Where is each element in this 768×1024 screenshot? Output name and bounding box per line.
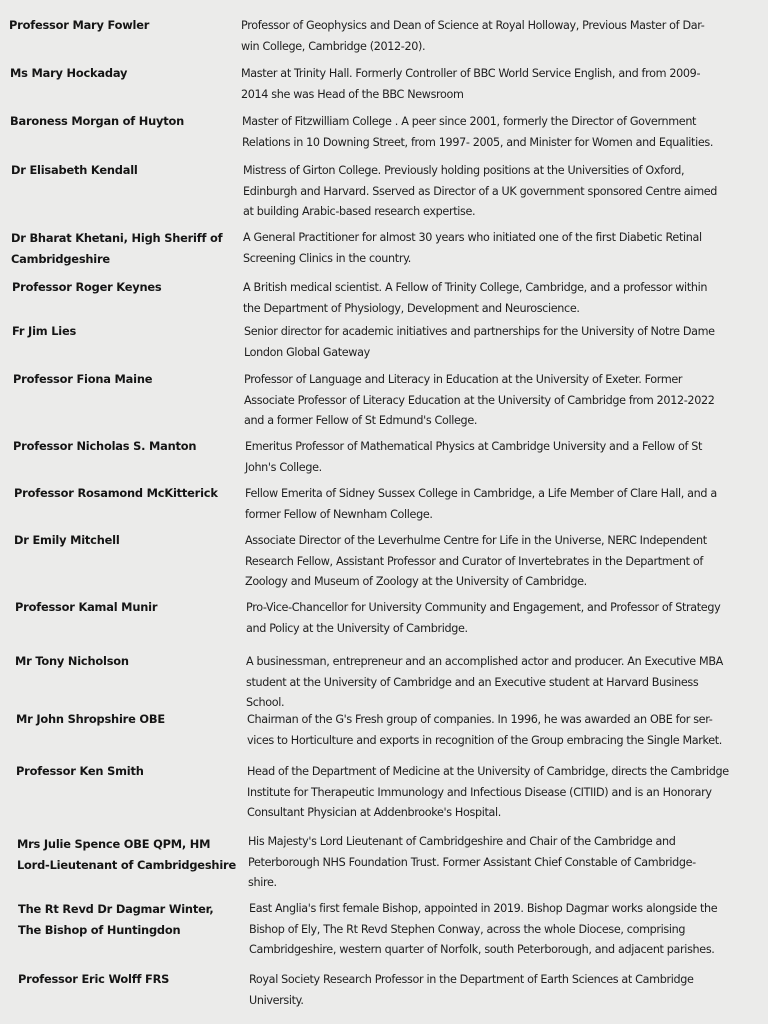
description-line: student at the University of Cambridge and an Executive student at Harvard Business [246, 675, 699, 689]
description-line: Consultant Physician at Addenbrooke's Hospital. [247, 806, 501, 819]
description-line: vices to Horticulture and exports in recognition of the Group embracing the Single Market. [247, 733, 723, 747]
description-line: the Department of Physiology, Development and Neuroscience. [243, 301, 580, 315]
member-description [241, 16, 741, 57]
description-line: Chairman of the G's Fresh group of companies. In 1996, he was awarded an OBE for ser- [247, 713, 713, 726]
description-line: Professor of Geophysics and Dean of Science at Royal Holloway, Previous Master of Dar- [241, 19, 705, 32]
member-name: Professor Ken Smith [16, 764, 144, 778]
member-description [248, 832, 748, 894]
description-line: Institute for Therapeutic Immunology and Infectious Disease (CITIID) and is an Honorary [247, 785, 712, 799]
description-line: Senior director for academic initiatives and partnerships for the University of Notre Dame [244, 325, 715, 338]
description-line: Edinburgh and Harvard. Sserved as Director of a UK government sponsored Centre aimed [243, 184, 718, 198]
description-line: University. [249, 993, 304, 1007]
description-line: and Policy at the University of Cambridge. [246, 621, 468, 635]
description-line: Professor of Language and Literacy in Education at the University of Exeter. Former [244, 373, 683, 386]
member-name: Professor Eric Wolff FRS [18, 972, 170, 986]
member-name: Baroness Morgan of Huyton [10, 114, 185, 128]
description-line: Bishop of Ely, The Rt Revd Stephen Conway, across the whole Diocese, comprising [249, 922, 686, 936]
description-line: Fellow Emerita of Sidney Sussex College in Cambridge, a Life Member of Clare Hall, and a [245, 487, 717, 500]
description-line: London Global Gateway [244, 345, 370, 359]
description-line: His Majesty's Lord Lieutenant of Cambridgeshire and Chair of the Cambridge and [248, 835, 676, 848]
member-description [249, 899, 749, 961]
description-line: Associate Director of the Leverhulme Centre for Life in the Universe, NERC Independent [245, 534, 707, 547]
member-name: Professor Nicholas S. Manton [13, 439, 197, 453]
member-name: Dr Elisabeth Kendall [11, 163, 138, 177]
description-line: win College, Cambridge (2012-20). [241, 39, 426, 53]
description-line: and a former Fellow of St Edmund's College. [244, 414, 478, 427]
description-line: Mistress of Girton College. Previously holding positions at the Universities of Oxford, [243, 164, 685, 177]
description-line: A British medical scientist. A Fellow of Trinity College, Cambridge, and a professor within [243, 281, 708, 294]
member-description [246, 652, 746, 714]
description-line: Screening Clinics in the country. [243, 251, 411, 265]
description-line: A businessman, entrepreneur and an accomplished actor and producer. An Executive MBA [246, 655, 723, 668]
member-description [243, 278, 743, 319]
description-line: Research Fellow, Assistant Professor and Curator of Invertebrates in the Department of [245, 554, 703, 568]
description-line: former Fellow of Newnham College. [245, 507, 433, 521]
member-description [245, 531, 745, 593]
description-line: Head of the Department of Medicine at the University of Cambridge, directs the Cambridge [247, 765, 729, 778]
member-name: Professor Kamal Munir [15, 600, 158, 614]
description-line: John's College. [245, 460, 322, 474]
member-name: Professor Fiona Maine [13, 372, 153, 386]
member-description [242, 112, 742, 153]
member-name: Mr John Shropshire OBE [16, 712, 165, 726]
member-description [249, 970, 749, 1011]
description-line: Pro-Vice-Chancellor for University Community and Engagement, and Professor of Strategy [246, 601, 721, 614]
description-line: Relations in 10 Downing Street, from 1997- 2005, and Minister for Women and Equalities. [242, 135, 714, 149]
description-line: Master at Trinity Hall. Formerly Controller of BBC World Service English, and from 2009- [241, 67, 701, 80]
member-name: Professor Rosamond McKitterick [14, 486, 218, 500]
member-name: Ms Mary Hockaday [10, 66, 128, 80]
member-description [245, 437, 745, 478]
member-description [246, 598, 746, 639]
member-description [245, 484, 745, 525]
member-name: Dr Emily Mitchell [14, 533, 120, 547]
description-line: shire. [248, 876, 277, 889]
member-name: Professor Roger Keynes [12, 280, 162, 294]
member-description [243, 161, 743, 223]
member-name: The Rt Revd Dr Dagmar Winter, The Bishop of Huntingdon [18, 902, 214, 937]
member-description [241, 64, 741, 105]
member-name: Professor Mary Fowler [9, 18, 150, 32]
member-name: Dr Bharat Khetani, High Sheriff of Cambridgeshire [11, 231, 223, 266]
description-line: A General Practitioner for almost 30 years who initiated one of the first Diabetic Retinal [243, 231, 702, 244]
member-description [244, 370, 744, 432]
description-line: at building Arabic-based research expertise. [243, 205, 476, 218]
description-line: School. [246, 696, 285, 709]
description-line: Peterborough NHS Foundation Trust. Former Assistant Chief Constable of Cambridge- [248, 855, 696, 869]
member-name: Mrs Julie Spence OBE QPM, HM Lord-Lieutenant of Cambridgeshire [17, 837, 236, 872]
member-description [247, 710, 747, 751]
description-line: Zoology and Museum of Zoology at the University of Cambridge. [245, 575, 587, 588]
description-line: Royal Society Research Professor in the Department of Earth Sciences at Cambridge [249, 973, 694, 986]
member-description [243, 228, 743, 269]
description-line: Associate Professor of Literacy Education at the University of Cambridge from 2012-2022 [244, 393, 715, 407]
member-description [247, 762, 747, 824]
member-name: Fr Jim Lies [12, 324, 77, 338]
description-line: 2014 she was Head of the BBC Newsroom [241, 87, 464, 101]
member-description [244, 322, 744, 363]
description-line: Emeritus Professor of Mathematical Physics at Cambridge University and a Fellow of St [245, 440, 703, 453]
description-line: East Anglia's first female Bishop, appointed in 2019. Bishop Dagmar works alongside the [249, 902, 718, 915]
description-line: Cambridgeshire, western quarter of Norfolk, south Peterborough, and adjacent parishes. [249, 943, 715, 956]
member-name: Mr Tony Nicholson [15, 654, 129, 668]
description-line: Master of Fitzwilliam College . A peer since 2001, formerly the Director of Government [242, 115, 697, 128]
